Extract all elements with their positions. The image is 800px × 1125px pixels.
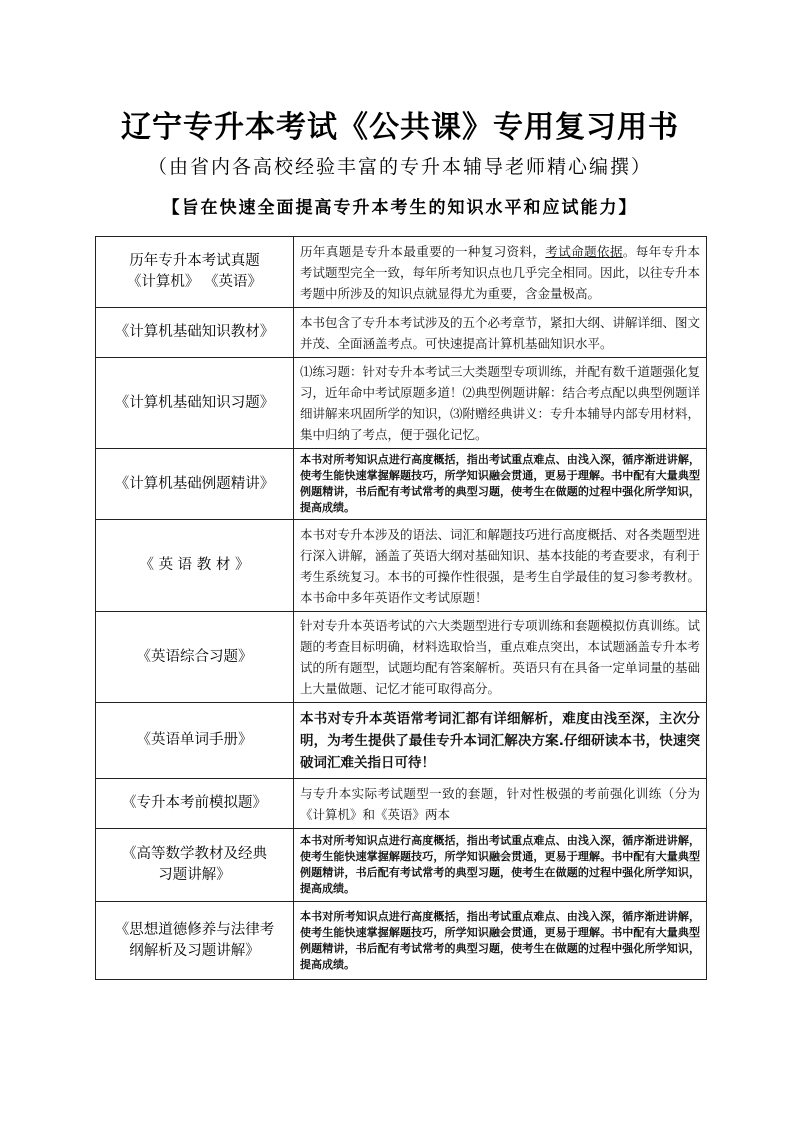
book-description-cell bbox=[294, 237, 707, 308]
book-description: 。每年专升本考试题型完全一致，每年所考知识点也几乎完全相同。因此，以往专升本考题中所涉及的知识点就显得尤为重要，含金量极高。 bbox=[300, 243, 701, 301]
page-title: 辽宁专升本考试《公共课》专用复习用书 bbox=[121, 110, 679, 145]
book-name: 《专升本考前模拟题》 bbox=[96, 779, 294, 829]
table-row bbox=[96, 779, 707, 829]
book-name: 《 英 语 教 材 》 bbox=[96, 520, 294, 612]
page-subtitle: （由省内各高校经验丰富的专升本辅导老师精心编撰） bbox=[147, 156, 652, 178]
book-table bbox=[95, 236, 707, 980]
book-name-cell bbox=[96, 902, 294, 980]
book-name: 《英语单词手册》 bbox=[96, 703, 294, 779]
book-description-underlined: 考试命题依据 bbox=[545, 243, 623, 259]
book-description: 本书对专升本涉及的语法、词汇和解题技巧进行高度概括、对各类题型进行深入讲解，涵盖了英语大纲对基础知识、基本技能的考查要求，有利于考生系统复习。本书的可操作性很强，是考生自学最佳的复习参考教材。本书命中多年英语作文考试原题！ bbox=[294, 520, 707, 612]
book-name: 《英语综合习题》 bbox=[96, 612, 294, 703]
table-row bbox=[96, 358, 707, 449]
table-row bbox=[96, 612, 707, 703]
book-description: 本书对所考知识点进行高度概括，指出考试重点难点、由浅入深，循序渐进讲解，使考生能快速掌握解题技巧，所学知识融会贯通，更易于理解。书中配有大量典型例题精讲，书后配有考试常考的典型习题，使考生在做题的过程中强化所学知识，提高成绩。 bbox=[294, 829, 707, 902]
book-name: 《高等数学教材及经典 bbox=[122, 846, 267, 862]
book-name: 习题讲解》 bbox=[158, 867, 231, 883]
book-description: 本书对所考知识点进行高度概括，指出考试重点难点、由浅入深，循序渐进讲解，使考生能快速掌握解题技巧，所学知识融会贯通，更易于理解。书中配有大量典型例题精讲，书后配有考试常考的典型习题，使考生在做题的过程中强化所学知识，提高成绩。 bbox=[294, 902, 707, 980]
table-row bbox=[96, 703, 707, 779]
page-slogan: 【旨在快速全面提高专升本考生的知识水平和应试能力】 bbox=[162, 198, 638, 218]
table-row bbox=[96, 829, 707, 902]
table-row bbox=[96, 520, 707, 612]
table-row bbox=[96, 902, 707, 980]
book-name: 《计算机》 《英语》 bbox=[126, 274, 263, 290]
book-name-cell bbox=[96, 237, 294, 308]
book-description: 针对专升本英语考试的六大类题型进行专项训练和套题模拟仿真训练。试题的考查目标明确，材料选取恰当，重点难点突出，本试题涵盖专升本考试的所有题型，试题均配有答案解析。英语只有在具备一定单词量的基础上大量做题、记忆才能可取得高分。 bbox=[294, 612, 707, 703]
book-name: 《计算机基础知识教材》 bbox=[96, 308, 294, 358]
table-row bbox=[96, 237, 707, 308]
book-description: 历年真题是专升本最重要的一种复习资料， bbox=[300, 243, 546, 259]
book-description: 本书对专升本英语常考词汇都有详细解析，难度由浅至深，主次分明，为考生提供了最佳专升本词汇解决方案.仔细研读本书，快速突破词汇难关指日可待！ bbox=[294, 703, 707, 779]
book-name: 《思想道德修养与法律考 bbox=[114, 921, 275, 938]
book-name: 《计算机基础知识习题》 bbox=[96, 358, 294, 449]
table-row bbox=[96, 449, 707, 520]
book-name: 《计算机基础例题精讲》 bbox=[96, 449, 294, 520]
book-description: ⑴练习题：针对专升本考试三大类题型专项训练，并配有数千道题强化复习，近年命中考试原题多道！⑵典型例题讲解：结合考点配以典型例题详细讲解来巩固所学的知识，⑶附赠经典讲义：专升本辅导内部专用材料，集中归纳了考点，便于强化记忆。 bbox=[294, 358, 707, 449]
book-name-cell bbox=[96, 829, 294, 902]
book-description: 本书对所考知识点进行高度概括，指出考试重点难点、由浅入深，循序渐进讲解，使考生能快速掌握解题技巧，所学知识融会贯通，更易于理解。书中配有大量典型例题精讲，书后配有考试常考的典型习题，使考生在做题的过程中强化所学知识，提高成绩。 bbox=[294, 449, 707, 520]
book-description: 本书包含了专升本考试涉及的五个必考章节，紧扣大纲、讲解详细、图文并茂、全面涵盖考点。可快速提高计算机基础知识水平。 bbox=[294, 308, 707, 358]
book-description: 与专升本实际考试题型一致的套题，针对性极强的考前强化训练（分为《计算机》和《英语》两本 bbox=[294, 779, 707, 829]
book-name: 纲解析及习题讲解》 bbox=[129, 942, 260, 959]
book-name: 历年专升本考试真题 bbox=[129, 253, 260, 269]
table-row bbox=[96, 308, 707, 358]
